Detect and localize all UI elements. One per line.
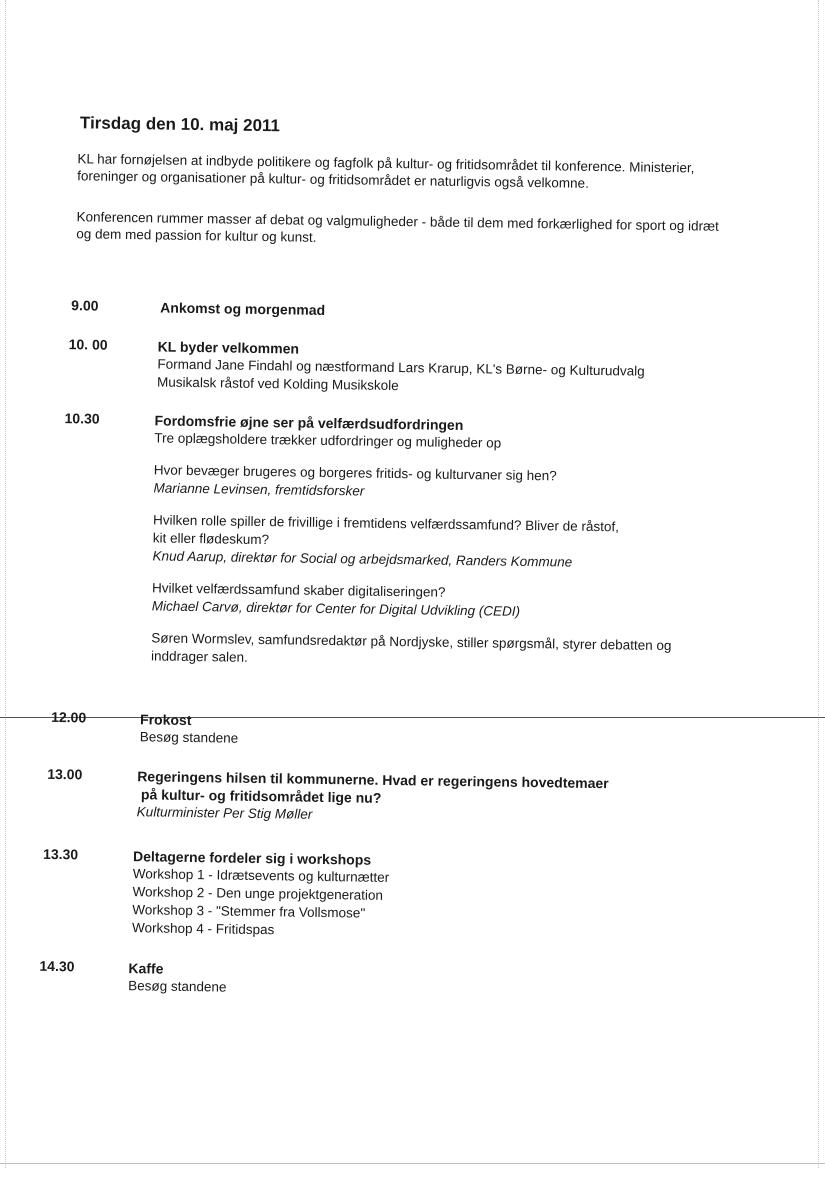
program-time: 10. 00 xyxy=(68,336,108,353)
program-time: 12.00 xyxy=(51,708,87,726)
moderator-line: Søren Wormslev, samfundsredaktør på Nordjyske, stiller spørgsmål, styrer debatten og xyxy=(151,630,672,654)
page-title: Tirsdag den 10. maj 2011 xyxy=(79,113,281,136)
program-line: Musikalsk råstof ved Kolding Musikskole xyxy=(157,374,399,394)
program-item-1300 xyxy=(0,765,815,822)
program-item-1330 xyxy=(0,845,814,938)
program-item-1200 xyxy=(0,708,816,746)
moderator-line: inddrager salen. xyxy=(150,648,248,665)
program-item-1430 xyxy=(0,957,812,995)
program-item-1030 xyxy=(0,409,821,665)
program-title: Deltagerne fordeler sig i workshops xyxy=(132,848,372,868)
talk-question: Hvilken rolle spiller de frivillige i fremtidens velfærdssamfund? Bliver de råstof, xyxy=(152,512,620,535)
intro-paragraph-2: Konferencen rummer masser af debat og valgmuligheder - både til dem med forkærlighed for sport og idræt og dem med passion for kultur og kunst. xyxy=(76,209,719,245)
program-time: 13.00 xyxy=(47,765,83,783)
program-title: Fordomsfrie øjne ser på velfærdsudfordringen xyxy=(154,412,464,434)
program-time: 14.30 xyxy=(39,957,75,975)
program-title-cont: på kultur- og fritidsområdet lige nu? xyxy=(140,786,382,806)
program-time: 13.30 xyxy=(42,845,79,863)
workshop-item: Workshop 1 - Idrætsevents og kulturnætter xyxy=(132,866,390,885)
program-title: Ankomst og morgenmad xyxy=(160,299,326,318)
talk-speaker: Marianne Levinsen, fremtidsforsker xyxy=(153,480,365,499)
talk-question: Hvor bevæger brugeres og borgeres fritids- og kulturvaner sig hen? xyxy=(153,462,557,484)
program-title: Regeringens hilsen til kommunerne. Hvad er regeringens hovedtemaer xyxy=(137,768,609,792)
program-item-1000 xyxy=(0,335,822,394)
program-title: Kaffe xyxy=(128,960,164,977)
talk-question: Hvilket velfærdssamfund skaber digitaliseringen? xyxy=(151,580,446,600)
program-line: Besøg standene xyxy=(139,729,239,746)
talk-speaker: Michael Carvø, direktør for Center for Digital Udvikling (CEDI) xyxy=(151,598,521,619)
program-title: Frokost xyxy=(140,711,192,729)
workshop-item: Workshop 4 - Fritidspas xyxy=(131,920,275,938)
talk-speaker: Knud Aarup, direktør for Social og arbejdsmarked, Randers Kommune xyxy=(152,548,573,570)
program-line: Tre oplægsholdere trækker udfordringer og muligheder op xyxy=(154,430,502,451)
program-title: KL byder velkommen xyxy=(157,338,300,357)
workshop-item: Workshop 2 - Den unge projektgeneration xyxy=(132,884,384,903)
intro-paragraph-1: KL har fornøjelsen at indbyde politikere og fagfolk på kultur- og fritidsområdet til konference. Ministerier, foreninger og organisationer på kultur- og fritidsområdet er naturligvis også velkomne. xyxy=(77,151,695,191)
workshop-item: Workshop 3 - "Stemmer fra Vollsmose" xyxy=(132,902,366,921)
program-time: 10.30 xyxy=(64,410,100,427)
program-item-0900 xyxy=(0,296,822,318)
talk-question-cont: kit eller flødeskum? xyxy=(152,530,270,548)
program-time: 9.00 xyxy=(71,297,99,314)
program-line: Formand Jane Findahl og næstformand Lars Krarup, KL's Børne- og Kulturudvalg xyxy=(157,356,645,379)
program-speaker: Kulturminister Per Stig Møller xyxy=(136,804,313,822)
program-line: Besøg standene xyxy=(128,978,227,995)
